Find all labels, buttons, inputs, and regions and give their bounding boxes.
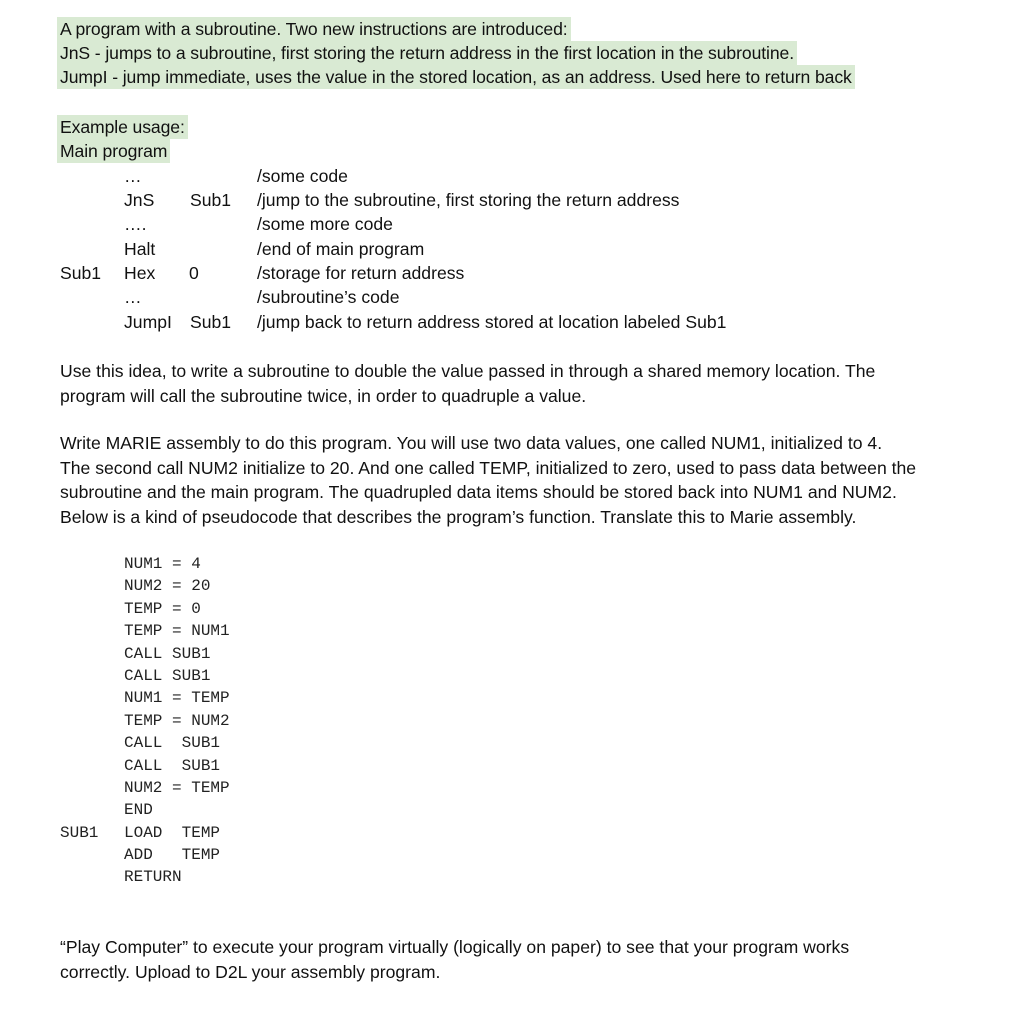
code-line bbox=[0, 755, 600, 777]
paragraph-line: “Play Computer” to execute your program virtually (logically on paper) to see that your program works bbox=[60, 937, 850, 957]
code-line bbox=[0, 620, 600, 642]
pseudocode-block bbox=[0, 553, 600, 889]
example-comment: /jump back to return address stored at location labeled Sub1 bbox=[257, 312, 727, 332]
example-comment: /some more code bbox=[257, 214, 393, 234]
code-line bbox=[0, 777, 600, 799]
code-line bbox=[0, 687, 600, 709]
paragraph-line: Use this idea, to write a subroutine to double the value passed in through a shared memory location. The bbox=[60, 361, 876, 381]
example-op: Halt bbox=[124, 239, 156, 259]
code-statement: NUM1 = TEMP bbox=[124, 689, 230, 708]
code-line bbox=[0, 575, 600, 597]
paragraph-line: subroutine and the main program. The quadrupled data items should be stored back into NUM1 and NUM2. bbox=[60, 482, 897, 502]
code-line bbox=[0, 866, 600, 888]
example-arg: 0 bbox=[189, 263, 199, 283]
paragraph-line: correctly. Upload to D2L your assembly program. bbox=[60, 961, 441, 982]
code-statement: CALL SUB1 bbox=[124, 734, 221, 753]
code-statement: TEMP = NUM2 bbox=[124, 711, 230, 730]
example-row bbox=[0, 188, 1024, 212]
code-line bbox=[0, 553, 600, 575]
example-arg: Sub1 bbox=[190, 312, 232, 332]
intro-line-2: JnS - jumps to a subroutine, first storing the return address in the first location in the subroutine. bbox=[57, 41, 797, 65]
code-statement: CALL SUB1 bbox=[124, 756, 221, 775]
code-line bbox=[0, 799, 600, 821]
paragraph-line: Below is a kind of pseudocode that describes the program’s function. Translate this to Marie assembly. bbox=[60, 506, 857, 527]
example-comment: /end of main program bbox=[257, 239, 425, 259]
code-statement: LOAD TEMP bbox=[124, 823, 221, 842]
instructions-paragraph-1 bbox=[60, 359, 965, 408]
example-row bbox=[0, 237, 1024, 261]
code-line bbox=[0, 643, 600, 665]
code-statement: NUM2 = 20 bbox=[124, 577, 211, 596]
code-statement: NUM1 = 4 bbox=[124, 555, 201, 573]
code-statement: CALL SUB1 bbox=[124, 644, 211, 663]
paragraph-line: The second call NUM2 initialize to 20. And one called TEMP, initialized to zero, used to pass data between the bbox=[60, 457, 917, 478]
main-program-heading: Main program bbox=[57, 139, 170, 163]
example-comment: /some code bbox=[257, 166, 348, 186]
code-statement: TEMP = NUM1 bbox=[124, 622, 230, 641]
example-op: … bbox=[124, 166, 142, 186]
code-line bbox=[0, 822, 600, 844]
paragraph-line: program will call the subroutine twice, in order to quadruple a value. bbox=[60, 385, 587, 406]
example-label: Sub1 bbox=[60, 263, 102, 283]
code-line bbox=[0, 732, 600, 754]
code-line bbox=[0, 844, 600, 866]
paragraph-line: Write MARIE assembly to do this program. You will use two data values, one called NUM1, initialized to 4. bbox=[60, 433, 883, 453]
code-statement: TEMP = 0 bbox=[124, 599, 201, 618]
example-row bbox=[0, 212, 1024, 236]
instructions-paragraph-2 bbox=[60, 431, 965, 529]
example-row bbox=[0, 310, 1024, 334]
code-line bbox=[0, 710, 600, 732]
example-comment: /storage for return address bbox=[257, 263, 465, 283]
example-comment: /jump to the subroutine, first storing the return address bbox=[257, 190, 680, 210]
example-row bbox=[0, 285, 1024, 309]
code-statement: NUM2 = TEMP bbox=[124, 778, 230, 797]
code-statement: END bbox=[124, 801, 153, 820]
example-arg: Sub1 bbox=[190, 190, 232, 210]
example-heading: Example usage: bbox=[57, 115, 188, 139]
example-row bbox=[0, 164, 1024, 188]
code-label: SUB1 bbox=[60, 823, 99, 842]
code-statement: CALL SUB1 bbox=[124, 666, 211, 685]
example-comment: /subroutine’s code bbox=[257, 287, 400, 307]
example-op: JnS bbox=[124, 190, 155, 210]
example-op: …. bbox=[124, 214, 147, 234]
code-line bbox=[0, 598, 600, 620]
code-line bbox=[0, 665, 600, 687]
example-row bbox=[0, 261, 1024, 285]
code-statement: RETURN bbox=[124, 868, 182, 887]
instructions-paragraph-3 bbox=[60, 935, 965, 984]
example-op: … bbox=[124, 287, 142, 307]
example-op: JumpI bbox=[124, 312, 172, 332]
intro-line-3: JumpI - jump immediate, uses the value in the stored location, as an address. Used here to return back bbox=[57, 65, 855, 89]
code-statement: ADD TEMP bbox=[124, 846, 221, 865]
intro-line-1: A program with a subroutine. Two new instructions are introduced: bbox=[57, 17, 571, 41]
example-op: Hex bbox=[124, 263, 156, 283]
